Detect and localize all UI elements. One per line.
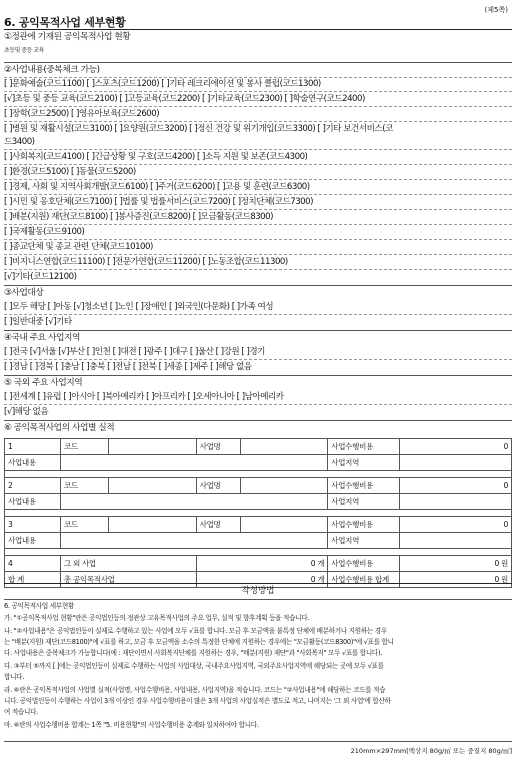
table-row	[5, 455, 512, 471]
divider	[4, 164, 512, 165]
sec2-option-line[interactable]: [ ]문화예술(코드1100) [ ]스포츠(코드1200) [ ]기타 레크리에이션 및 봉사 클럽(코드1300)	[4, 79, 321, 89]
divider	[4, 375, 512, 376]
content-field[interactable]	[60, 494, 327, 510]
etc-unit: 개	[317, 559, 325, 568]
region-field[interactable]	[400, 494, 512, 510]
sec4-option-line[interactable]: [ ]전국 [√]서울 [√]부산 [ ]인천 [ ]대전 [ ]광주 [ ]대구 [ ]울산 [ ]강원 [ ]경기	[4, 347, 265, 357]
spacer-cell	[5, 471, 512, 478]
spacer-cell	[5, 549, 512, 556]
etc-cost[interactable]: 0	[494, 559, 499, 568]
method-line: 여 적습니다.	[4, 708, 38, 716]
region-label: 사업지역	[328, 533, 400, 549]
code-label: 코드	[60, 439, 108, 455]
sec2-option-line: 드3400)	[4, 137, 35, 147]
sec2-option-line[interactable]: [ ]종교단체 및 종교 관련 단체(코드10100)	[4, 242, 153, 252]
content-label: 사업내용	[5, 455, 61, 471]
divider	[4, 330, 512, 331]
sec3-heading: ③사업대상	[4, 288, 44, 298]
sec2-option-line[interactable]: [ ]환경(코드5100) [ ]동물(코드5200)	[4, 167, 136, 177]
method-line: 6. 공익목적사업 세부현황	[4, 602, 74, 610]
section-title: 6. 공익목적사업 세부현황	[4, 16, 126, 29]
region-label: 사업지역	[328, 494, 400, 510]
divider	[4, 179, 512, 180]
cost-value[interactable]: 0	[400, 439, 512, 455]
sec5-option-line[interactable]: [ ]전세계 [ ]유럽 [ ]아시아 [ ]북아메리카 [ ]아프리카 [ ]오세아니아 [ ]남아메리카	[4, 392, 284, 402]
table-row	[5, 533, 512, 549]
table-row	[5, 494, 512, 510]
method-line: 니다. 공익법인등이 수행하는 사업이 3개 이상인 경우 사업수행비용이 많은 3개 사업의 사업실적은 별도로 적고, 나머지는 '그 외 사업'에 합산하	[4, 697, 391, 705]
method-line: 합니다.	[4, 673, 25, 681]
divider	[4, 29, 512, 30]
divider	[4, 62, 512, 63]
sec2-option-line[interactable]: [√]기타(코드12100)	[4, 272, 77, 282]
sec2-option-line[interactable]: [√]초등 및 중등 교육(코드2100) [ ]고등교육(코드2200) [ ]기타교육(코드2300) [ ]학술연구(코드2400)	[4, 94, 365, 104]
code-field[interactable]	[108, 517, 196, 533]
divider	[4, 741, 512, 742]
performance-table	[4, 438, 512, 588]
total-cost-label: 사업수행비용 합계	[328, 572, 400, 588]
etc-label: 그 외 사업	[60, 556, 196, 572]
table-row	[5, 471, 512, 478]
sec1-heading: ①정관에 기재된 공익목적사업 현황	[4, 32, 131, 42]
divider	[4, 404, 512, 405]
divider	[4, 209, 512, 210]
paper-spec: 210mm×297mm[백상지 80g/㎡ 또는 중질지 80g/㎡]	[350, 747, 512, 755]
table-row	[5, 556, 512, 572]
code-field[interactable]	[108, 478, 196, 494]
won-unit: 원	[501, 559, 508, 568]
content-label: 사업내용	[5, 494, 61, 510]
method-line: 마. ⑥란의 사업수행비용 합계는 1쪽 "5. 비용현황"의 사업수행비용 총계와 일치하여야 합니다.	[4, 721, 259, 729]
table-row	[5, 549, 512, 556]
sec2-heading: ②사업내용(중복체크 가능)	[4, 65, 100, 75]
sec5-option-line[interactable]: [√]해당 없음	[4, 407, 49, 417]
sec3-option-line[interactable]: [ ]일반대중 [√]기타	[4, 317, 72, 327]
cost-label: 사업수행비용	[328, 439, 400, 455]
region-label: 사업지역	[328, 455, 400, 471]
etc-cost-label: 사업수행비용	[328, 556, 400, 572]
divider	[4, 149, 512, 150]
total-projects-label: 총 공익목적사업	[60, 572, 196, 588]
row-number: 3	[5, 517, 61, 533]
table-row	[5, 478, 512, 494]
sec5-heading: ⑤ 국외 주요 사업지역	[4, 378, 83, 388]
method-title: 작성방법	[4, 583, 512, 600]
code-label: 코드	[60, 517, 108, 533]
divider	[4, 285, 512, 286]
region-field[interactable]	[400, 455, 512, 471]
sec2-option-line[interactable]: [ ]병원 및 재활시설(코드3100) [ ]요양원(코드3200) [ ]정신 건강 및 위기개입(코드3300) [ ]기타 보건서비스(코	[4, 124, 393, 134]
divider	[4, 420, 512, 421]
cost-label: 사업수행비용	[328, 517, 400, 533]
sec2-option-line[interactable]: [ ]국제활동(코드9100)	[4, 227, 85, 237]
etc-count-cell	[196, 556, 328, 572]
cost-label: 사업수행비용	[328, 478, 400, 494]
divider	[4, 314, 512, 315]
table-row	[5, 517, 512, 533]
total-unit: 개	[317, 575, 325, 584]
total-cost[interactable]: 0	[494, 575, 499, 584]
content-field[interactable]	[60, 533, 327, 549]
name-field[interactable]	[240, 439, 328, 455]
method-line: 라. ⑥란은 공익목적사업의 사업별 실적(사업명, 사업수행비용, 사업내용, 사업지역)을 적습니다. 코드는 "②사업내용"에 해당하는 코드를 적습	[4, 686, 386, 694]
sec2-option-line[interactable]: [ ]경제, 사회 및 지역사회개발(코드6100) [ ]주거(코드6200) [ ]고용 및 훈련(코드6300)	[4, 182, 310, 192]
page-number: (제5쪽)	[484, 6, 508, 14]
method-line: 다. ③부터 ⑤까지 [ ]에는 공익법인등이 실제로 수행하는 사업의 사업대상, 국내주요사업지역, 국외주요사업지역에 해당되는 곳에 모두 √표를	[4, 662, 384, 670]
sec4-heading: ④국내 주요 사업지역	[4, 333, 80, 343]
sec1-value: 초등및 중등 교육	[4, 47, 44, 54]
method-line: 는 "배분(지원) 재단(코드8100)"에 √표를 하고, 모금 후 모금액을 소수의 특정한 단체에 지원하는 경우에는 "모금활동(코드8300)"에 √표를 합니	[4, 638, 394, 646]
name-label: 사업명	[196, 478, 240, 494]
etc-count[interactable]: 0	[310, 559, 316, 568]
content-label: 사업내용	[5, 533, 61, 549]
cost-value[interactable]: 0	[400, 517, 512, 533]
table-row	[5, 439, 512, 455]
divider	[4, 269, 512, 270]
sec2-option-line[interactable]: [ ]배분(지원) 재단(코드8100) [ ]봉사증진(코드8200) [ ]모금활동(코드8300)	[4, 212, 273, 222]
table-row	[5, 510, 512, 517]
sec2-option-line[interactable]: [ ]비지니스연합(코드11100) [ ]전문가연합(코드11200) [ ]노동조합(코드11300)	[4, 257, 288, 267]
region-field[interactable]	[400, 533, 512, 549]
method-line: 나. "②사업내용"은 공익법인등이 실제로 수행하고 있는 사업에 모두 √표를 합니다. 모금 후 모금액을 불특정 단체에 배분하거나 지원하는 경우	[4, 627, 387, 635]
spacer-cell	[5, 510, 512, 517]
sec6-heading: ⑥ 공익목적사업의 사업별 실적	[4, 423, 115, 433]
divider	[4, 224, 512, 225]
etc-cost-cell	[400, 556, 512, 572]
won-unit: 원	[501, 575, 508, 584]
code-field[interactable]	[108, 439, 196, 455]
sec4-option-line[interactable]: [ ]경남 [ ]경북 [ ]충남 [ ]충북 [ ]전남 [ ]전북 [ ]세종 [ ]제주 [ ]해당 없음	[4, 362, 252, 372]
name-field[interactable]	[240, 517, 328, 533]
method-line: 가. "①공익목적사업 현황"란은 공익법인등의 정관상 고유목적사업의 주요 업무, 실적 및 향후계획 등을 적습니다.	[4, 614, 310, 622]
sec2-option-line[interactable]: [ ]시민 및 옹호단체(코드7100) [ ]법률 및 법률서비스(코드7200) [ ]정치단체(코드7300)	[4, 197, 313, 207]
divider	[4, 121, 512, 122]
row-number: 2	[5, 478, 61, 494]
row-number: 4	[5, 556, 61, 572]
divider	[4, 106, 512, 107]
divider	[4, 239, 512, 240]
name-label: 사업명	[196, 439, 240, 455]
total-count[interactable]: 0	[310, 575, 316, 584]
divider	[4, 194, 512, 195]
divider	[4, 254, 512, 255]
cost-value[interactable]: 0	[400, 478, 512, 494]
divider	[4, 91, 512, 92]
sec3-option-line[interactable]: [ ]모두 해당 [ ]아동 [√]청소년 [ ]노인 [ ]장애인 [ ]외국인(다문화) [ ]가족 여성	[4, 302, 274, 312]
sec2-option-line[interactable]: [ ]장학(코드2500) [ ]영유아보육(코드2600)	[4, 109, 160, 119]
sec2-option-line[interactable]: [ ]사회복지(코드4100) [ ]긴급상황 및 구호(코드4200) [ ]소득 지원 및 보존(코드4300)	[4, 152, 308, 162]
code-label: 코드	[60, 478, 108, 494]
divider	[4, 359, 512, 360]
name-label: 사업명	[196, 517, 240, 533]
total-label: 합 계	[5, 572, 61, 588]
content-field[interactable]	[60, 455, 327, 471]
name-field[interactable]	[240, 478, 328, 494]
method-line: 다. 사업내용은 중복체크가 가능합니다(예 : 재단이면서 사회복지단체를 지원하는 경우, "배분(지원) 재단"과 "사회복지" 모두 √표를 합니다).	[4, 649, 383, 657]
row-number: 1	[5, 439, 61, 455]
